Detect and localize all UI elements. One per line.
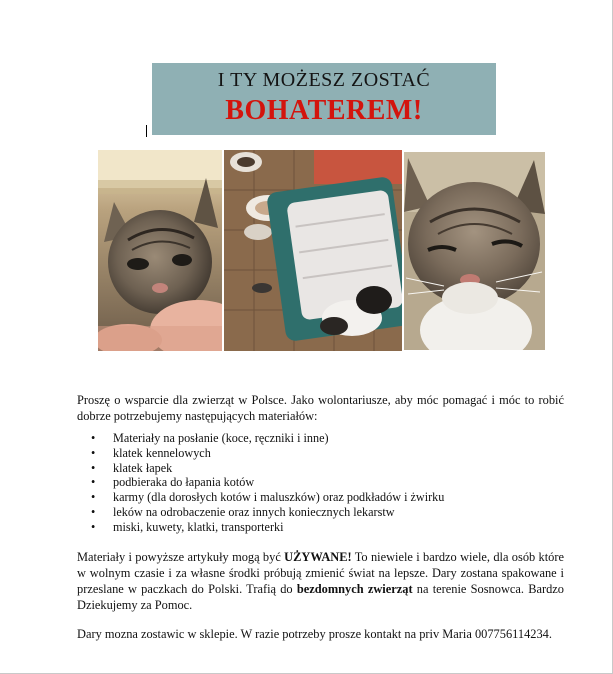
bullet: • bbox=[91, 460, 96, 475]
bullet: • bbox=[91, 445, 96, 460]
intro-paragraph: Proszę o wsparcie dla zwierząt w Polsce. Jako wolontariusze, aby móc pomagać i móc to robić dobrze potrzebujemy następujących materiałów: bbox=[77, 393, 564, 423]
needs-list bbox=[78, 431, 548, 535]
list-item: • karmy (dla dorosłych kotów i maluszków) oraz podkładów i żwirku bbox=[91, 490, 445, 505]
list-item: • miski, kuwety, klatki, transporterki bbox=[91, 519, 284, 534]
used-emphasis: UŻYWANE! bbox=[284, 550, 352, 564]
cat-bed-and-bowls-photo bbox=[224, 150, 402, 351]
donation-contact-paragraph: Dary mozna zostawic w sklepie. W razie potrzeby prosze kontakt na priv Maria 007756114234. bbox=[77, 627, 552, 641]
bullet: • bbox=[91, 490, 96, 505]
list-item: • leków na odrobaczenie oraz innych koniecznych lekarstw bbox=[91, 504, 395, 519]
bullet: • bbox=[91, 519, 96, 534]
bullet: • bbox=[91, 504, 96, 519]
text-cursor bbox=[146, 125, 147, 137]
closing-paragraph: Materiały i powyższe artykuły mogą być UŻYWANE! To niewiele i bardzo wiele, dla osób które w wolnym czasie i za własne środki próbują zmienić świat na lepsze. Dary zostana spakowane i przeslane w paczkach do Polski. Trafią do bezdomnych zwierząt na terenie Sosnowca. Bardzo Dziekujemy za Pomoc. bbox=[77, 550, 564, 612]
list-item: • Materiały na posłanie (koce, ręczniki i inne) bbox=[91, 431, 329, 445]
list-item: • klatek łapek bbox=[91, 460, 173, 475]
headline-banner bbox=[152, 63, 496, 135]
list-item: • klatek kennelowych bbox=[91, 445, 211, 460]
headline-line-1: I TY MOŻESZ ZOSTAĆ bbox=[217, 69, 431, 91]
bullet: • bbox=[91, 475, 96, 490]
kitten-held-in-hand-photo bbox=[98, 150, 222, 351]
bullet: • bbox=[91, 431, 96, 445]
headline-line-2: BOHATEREM! bbox=[225, 95, 423, 126]
homeless-animals-emphasis: bezdomnych zwierząt bbox=[296, 582, 413, 596]
list-item: • podbieraka do łapania kotów bbox=[91, 475, 255, 490]
kitten-closeup-photo bbox=[404, 152, 545, 350]
